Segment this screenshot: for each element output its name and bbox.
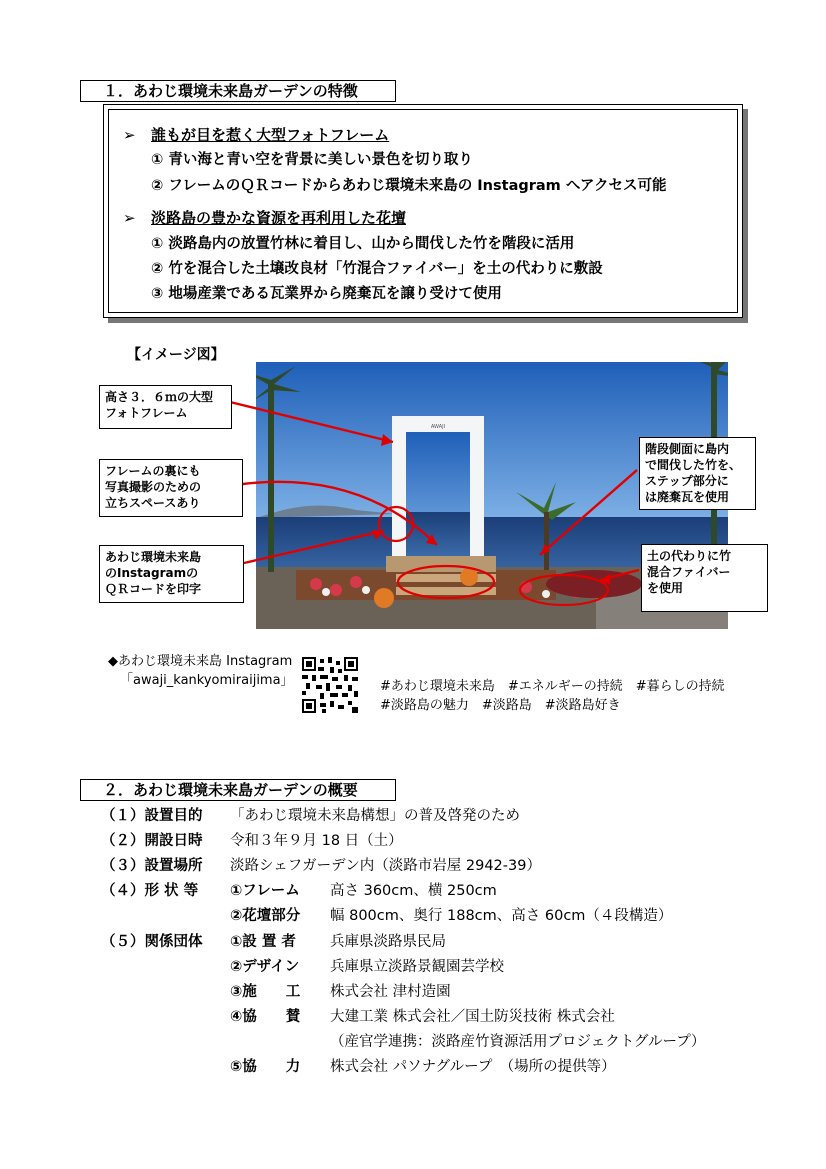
feature-2-item-2: ② 竹を混合した土壌改良材「竹混合ファイバー」を土の代わりに敷設 [151,261,603,277]
org-construction-sub: ③施 工 [230,984,301,1000]
feature-2-title: ➢ 淡路島の豊かな資源を再利用した花壇 [123,209,407,227]
feature-2-item-1: ① 淡路島内の放置竹林に着目し、山から間伐した竹を階段に活用 [151,236,575,252]
org-installer-sub: ①設 置 者 [230,934,296,950]
purpose-value: 「あわじ環境未来島構想」の普及啓発のため [230,808,520,824]
location-label: （３）設置場所 [101,858,203,874]
callout-fiber: 土の代わりに竹 混合ファイバー を使用 [641,544,768,612]
org-cooperation-value: 株式会社 パソナグループ （場所の提供等） [330,1059,616,1075]
org-design-value: 兵庫県立淡路景観園芸学校 [330,959,504,975]
org-design-sub: ②デザイン [230,959,300,975]
org-cooperation-sub: ⑤協 力 [230,1059,301,1075]
org-sponsor-value: 大建工業 株式会社／国土防災技術 株式会社 [330,1009,615,1025]
callout-qr: あわじ環境未来島 のInstagramの ＱＲコードを印字 [99,545,244,603]
shape-label: （４）形 状 等 [101,883,199,899]
callout-back-space: フレームの裏にも 写真撮影のための 立ちスペースあり [99,459,243,517]
shape-bed-sub: ②花壇部分 [230,908,301,924]
org-construction-value: 株式会社 津村造園 [330,984,451,1000]
instagram-account: 「awaji_kankyomiraijima」 [120,673,294,688]
feature-2-item-3: ③ 地場産業である瓦業界から廃棄瓦を譲り受けて使用 [151,286,502,302]
shape-frame-sub: ①フレーム [230,883,300,899]
date-value: 令和３年９月 18 日（土） [230,833,403,849]
location-value: 淡路シェフガーデン内（淡路市岩屋 2942-39） [230,858,541,874]
image-caption: 【イメージ図】 [127,347,225,363]
callout-frame: 高さ３．６ｍの大型 フォトフレーム [99,385,232,429]
feature-1-item-2: ② フレームのＱＲコードからあわじ環境未来島の Instagram へアクセス可能 [151,178,667,194]
org-installer-value: 兵庫県淡路県民局 [330,934,446,950]
feature-1-item-1: ① 青い海と青い空を背景に美しい景色を切り取り [151,152,473,168]
section1-heading: １．あわじ環境未来島ガーデンの特徴 [80,80,396,102]
callout-stairs: 階段側面に島内 で間伐した竹を、 ステップ部分に は廃棄瓦を使用 [639,437,756,510]
arrow-bullet-icon: ➢ [123,209,136,227]
instagram-label: ◆あわじ環境未来島 Instagram [108,654,293,669]
qr-code-icon[interactable] [302,657,358,713]
svg-text:AWAJI: AWAJI [430,424,446,430]
arrow-bullet-icon: ➢ [123,126,136,144]
date-label: （２）開設日時 [101,833,203,849]
org-sponsor-sub: ④協 賛 [230,1009,301,1025]
org-sponsor-note: （産官学連携：淡路産竹資源活用プロジェクトグループ） [330,1034,706,1050]
purpose-label: （１）設置目的 [101,808,203,824]
feature-1-title: ➢ 誰もが目を惹く大型フォトフレーム [123,126,390,144]
orgs-label: （５）関係団体 [101,934,203,950]
shape-bed-value: 幅 800cm、奥行 188cm、高さ 60cm（４段構造） [330,908,673,924]
hashtags-line-1: #あわじ環境未来島 #エネルギーの持続 #暮らしの持続 [380,679,725,694]
hashtags-line-2: #淡路島の魅力 #淡路島 #淡路島好き [380,698,621,713]
section2-heading: ２．あわじ環境未来島ガーデンの概要 [80,779,396,801]
shape-frame-value: 高さ 360cm、横 250cm [330,883,497,899]
